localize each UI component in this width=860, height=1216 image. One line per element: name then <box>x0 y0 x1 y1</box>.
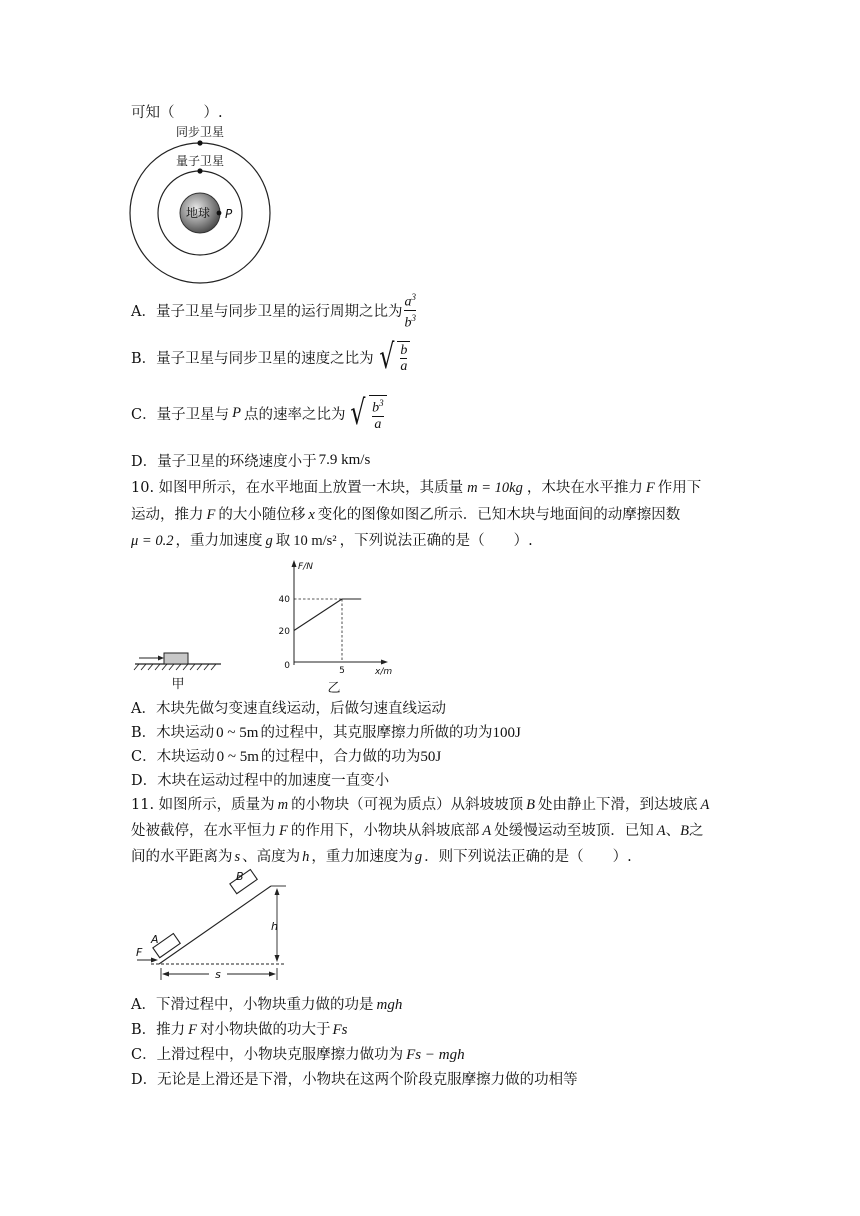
q10-stem-line3: μ = 0.2 ，重力加速度 g 取 10 m/s² ，下列说法正确的是（ ）. <box>131 533 533 549</box>
q11-option-c[interactable]: C．上滑过程中，小物块克服摩擦力做功为 Fs − mgh <box>131 1047 465 1063</box>
x-axis-label: x/m <box>375 667 393 677</box>
f-x-segment-1 <box>294 599 342 631</box>
block-b <box>230 870 257 894</box>
x-tick-label-5: 5 <box>339 666 345 676</box>
fraction-a3-b3: $\frac{a^3}{b^3}$ <box>404 292 416 331</box>
incline-slope <box>159 886 271 964</box>
label-s: s <box>215 968 221 981</box>
q9-option-a[interactable]: A． 量子卫星与同步卫星的运行周期之比为 $\frac{a^3}{b^3}$ <box>131 292 416 331</box>
q11-option-b[interactable]: B．推力 F 对小物块做的功大于 Fs <box>131 1022 348 1038</box>
q10-option-a[interactable]: A．木块先做匀变速直线运动，后做匀速直线运动 <box>131 701 446 717</box>
q11-stem-line3: 间的水平距离为 s 、高度为 h ，重力加速度为 g ．则下列说法正确的是（ ）. <box>131 849 632 865</box>
label-a: A <box>151 933 159 946</box>
sqrt-b-over-a: √ $\frac{b}{a}$ <box>376 340 411 374</box>
block-on-ground-figure <box>131 648 226 693</box>
label-h: h <box>271 920 278 933</box>
sync-label: 同步卫星 <box>175 125 225 139</box>
q11-option-a[interactable]: A．下滑过程中，小物块重力做的功是 mgh <box>131 997 403 1013</box>
sqrt-b3-over-a: √ $\frac{b^3}{a}$ <box>347 395 386 432</box>
earth-label: 地球 <box>185 206 211 220</box>
y-axis-label: F/N <box>298 562 313 572</box>
label-f: F <box>136 946 143 959</box>
fig-yi-label: 乙 <box>327 681 341 696</box>
fig-jia-label: 甲 <box>171 677 185 692</box>
force-displacement-chart <box>280 558 392 696</box>
quantum-label: 量子卫星 <box>175 154 225 168</box>
y-tick-label-20: 20 <box>278 627 290 637</box>
incline-diagram <box>131 868 293 986</box>
q9-option-b[interactable]: B． 量子卫星与同步卫星的速度之比为 √ $\frac{b}{a}$ <box>131 340 410 374</box>
q10-stem-line1: 10. 如图甲所示，在水平地面上放置一木块，其质量 m = 10kg ，木块在水平推力 F 作用下 <box>131 480 702 496</box>
y-tick-label-40: 40 <box>278 595 290 605</box>
q9-option-d[interactable]: D． 量子卫星的环绕速度小于 7.9 km/s <box>131 452 371 470</box>
satellite-orbit-diagram <box>126 122 278 287</box>
q9-option-c[interactable]: C． 量子卫星与 P 点的速率之比为 √ $\frac{b^3}{a}$ <box>131 395 387 432</box>
q10-option-c[interactable]: C．木块运动 0 ~ 5m 的过程中，合力做的功为50J <box>131 749 442 765</box>
q10-stem-line2: 运动，推力 F 的大小随位移 x 变化的图像如图乙所示．已知木块与地面间的动摩擦因数 <box>131 507 681 523</box>
quantum-satellite-dot <box>197 168 202 173</box>
q11-option-d[interactable]: D．无论是上滑还是下滑，小物块在这两个阶段克服摩擦力做的功相等 <box>131 1072 578 1088</box>
q10-option-d[interactable]: D．木块在运动过程中的加速度一直变小 <box>131 773 390 789</box>
q11-stem-line2: 处被截停，在水平恒力 F 的作用下，小物块从斜坡底部 A 处缓慢运动至坡顶．已知 A、B之 <box>131 823 704 839</box>
q11-stem-line1: 11. 如图所示，质量为 m 的小物块（可视为质点）从斜坡坡顶 B 处由静止下滑，到达坡底 A <box>131 797 710 813</box>
origin-tick-label: 0 <box>284 661 290 671</box>
point-p-label: P <box>225 207 233 221</box>
q9-stem-tail: 可知（ ）. <box>131 105 223 121</box>
q10-option-b[interactable]: B．木块运动 0 ~ 5m 的过程中，其克服摩擦力所做的功为100J <box>131 725 521 741</box>
wooden-block <box>164 653 188 664</box>
label-b: B <box>236 870 244 883</box>
point-p-dot <box>217 211 222 216</box>
sync-satellite-dot <box>197 140 202 145</box>
